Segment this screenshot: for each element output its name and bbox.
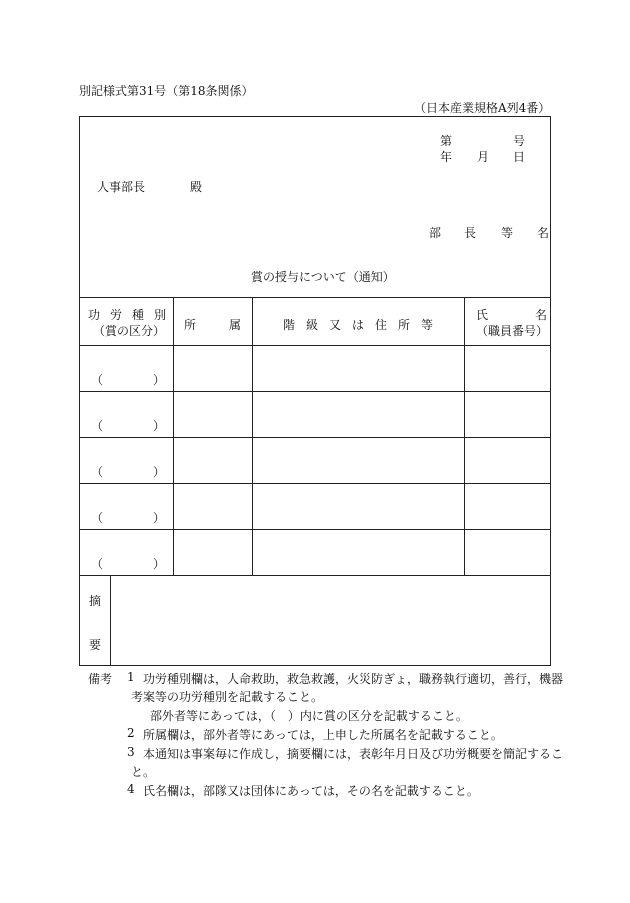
note-4-num: 4	[127, 782, 135, 796]
col-type-char-4: 別	[154, 308, 167, 322]
note-3-num: 3	[127, 745, 135, 759]
col-rank-char-4: は	[352, 318, 365, 332]
form-id: 別記様式第31号（第18条関係）	[79, 84, 254, 98]
col-affiliation-char-1: 所	[184, 318, 197, 332]
form-box	[79, 116, 551, 666]
note-2-num: 2	[127, 726, 135, 740]
note-1-cont: 考案等の功労種別を記載すること。	[131, 690, 324, 704]
honorific: 殿	[190, 180, 203, 194]
row-1-type-close: ）	[153, 373, 166, 387]
row-2-type-open: （	[91, 419, 104, 433]
sender-char-2: 長	[464, 226, 477, 240]
col-rank-char-3: 又	[329, 318, 342, 332]
header-bottom-line	[80, 345, 550, 346]
date-day: 日	[513, 150, 526, 164]
note-2-text: 所属欄は，部外者等にあっては，上申した所属名を記載すること。	[143, 728, 503, 742]
row-4-type-close: ）	[153, 511, 166, 525]
col-type-char-1: 功	[88, 308, 101, 322]
note-1-num: 1	[127, 670, 135, 684]
col-name-char-1: 氏	[476, 308, 489, 322]
row-3-type-close: ）	[153, 465, 166, 479]
number-dai: 第	[440, 134, 453, 148]
summary-col-line	[110, 575, 111, 665]
note-1-text: 功労種別欄は，人命救助，救急救護，火災防ぎょ，職務執行適切，善行，機器	[143, 672, 564, 686]
row-2-type-close: ）	[153, 419, 166, 433]
col-type-char-2: 労	[110, 308, 123, 322]
col-line-2	[252, 297, 253, 575]
row-line-4	[80, 529, 550, 530]
row-3-type-open: （	[91, 465, 104, 479]
notes-label: 備考	[88, 672, 113, 686]
col-rank-char-1: 階	[283, 318, 296, 332]
col-affiliation-char-2: 属	[229, 318, 242, 332]
row-line-3	[80, 483, 550, 484]
col-line-1	[173, 297, 174, 575]
row-5-type-close: ）	[153, 557, 166, 571]
note-3-cont: と。	[131, 765, 156, 779]
row-5-type-open: （	[91, 557, 104, 571]
col-rank-char-6: 所	[398, 318, 411, 332]
note-4-text: 氏名欄は，部隊又は団体にあっては，その名を記載すること。	[143, 784, 479, 798]
table-top-line	[80, 297, 550, 298]
note-3-text: 本通知は事案毎に作成し，摘要欄には，表彰年月日及び功労概要を簡記するこ	[143, 747, 564, 761]
addressee: 人事部長	[97, 180, 146, 194]
row-4-type-open: （	[91, 511, 104, 525]
sender-char-4: 名	[537, 226, 550, 240]
col-type-sub: （賞の区分）	[93, 324, 166, 338]
col-type-char-3: 種	[132, 308, 145, 322]
row-line-1	[80, 391, 550, 392]
summary-label-char-1: 摘	[89, 594, 102, 608]
row-line-5	[80, 575, 550, 576]
col-name-char-2: 名	[535, 308, 548, 322]
col-name-sub: （職員番号）	[476, 324, 549, 338]
col-line-3	[464, 297, 465, 575]
summary-label-char-2: 要	[89, 638, 102, 652]
note-1b-text: 部外者等にあっては，（ ）内に賞の区分を記載すること。	[150, 709, 468, 723]
date-year: 年	[440, 150, 453, 164]
sender-char-1: 部	[429, 226, 442, 240]
paper-size-note: （日本産業規格A列4番）	[414, 101, 551, 115]
date-month: 月	[477, 150, 490, 164]
sender-char-3: 等	[501, 226, 514, 240]
number-go: 号	[513, 134, 526, 148]
row-line-2	[80, 437, 550, 438]
row-1-type-open: （	[91, 373, 104, 387]
subject: 賞の授与について（通知）	[251, 270, 395, 284]
col-rank-char-5: 住	[375, 318, 388, 332]
col-rank-char-7: 等	[421, 318, 434, 332]
col-rank-char-2: 級	[306, 318, 319, 332]
